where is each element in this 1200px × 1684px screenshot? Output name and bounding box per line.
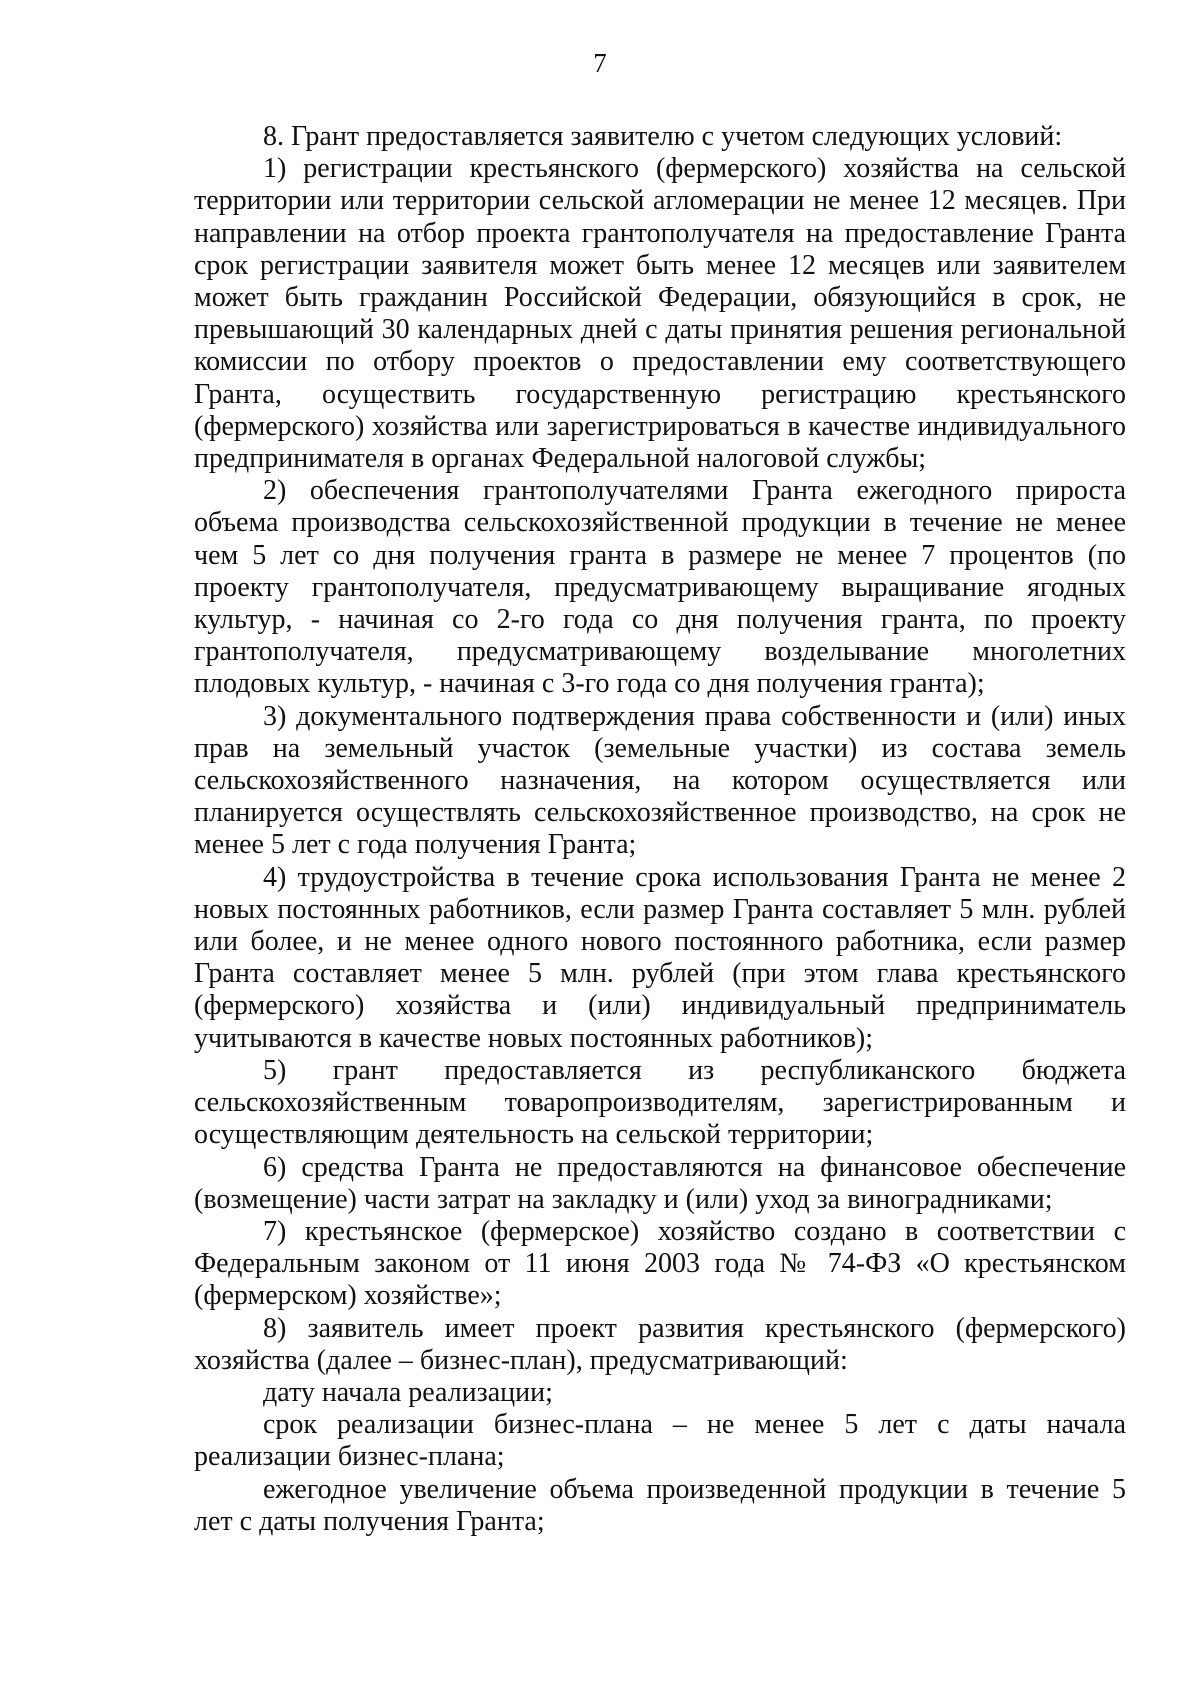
paragraph-item-2: 2) обеспечения грантополучателями Гранта ежегодного прироста объема производства сельскохозяйственной продукции в течение не менее чем 5 лет со дня получения гранта в размере не менее 7 процентов (по проекту грантополучателя, предусматривающему выращивание ягодных культур, - начиная со 2-го года со дня получения гранта, по проекту грантополучателя, предусматривающему возделывание многолетних плодовых культур, - начиная с 3-го года со дня получения гранта); (194, 475, 1126, 700)
document-body (194, 121, 1126, 1538)
page-number: 7 (593, 48, 607, 78)
paragraph-subitem-term: срок реализации бизнес-плана – не менее 5 лет с даты начала реализации бизнес-плана; (194, 1409, 1126, 1473)
paragraph-subitem-start-date: дату начала реализации; (263, 1376, 553, 1408)
paragraph-8: 8. Грант предоставляется заявителю с учетом следующих условий: (263, 121, 1063, 152)
paragraph-item-5: 5) грант предоставляется из республиканского бюджета сельскохозяйственным товаропроизводителям, зарегистрированным и осуществляющим деятельность на сельской территории; (194, 1054, 1126, 1151)
paragraph-item-3: 3) документального подтверждения права собственности и (или) иных прав на земельный участок (земельные участки) из состава земель сельскохозяйственного назначения, на котором осуществляется или планируется осуществлять сельскохозяйственное производство, на срок не менее 5 лет с года получения Гранта; (194, 700, 1126, 861)
paragraph-item-1: 1) регистрации крестьянского (фермерского) хозяйства на сельской территории или территории сельской агломерации не менее 12 месяцев. При направлении на отбор проекта грантополучателя на предоставление Гранта срок регистрации заявителя может быть менее 12 месяцев или заявителем может быть гражданин Российской Федерации, обязующийся в срок, не превышающий 30 календарных дней с даты принятия решения региональной комиссии по отбору проектов о предоставлении ему соответствующего Гранта, осуществить государственную регистрацию крестьянского (фермерского) хозяйства или зарегистрироваться в качестве индивидуального предпринимателя в органах Федеральной налоговой службы; (194, 153, 1126, 475)
paragraph-item-4: 4) трудоустройства в течение срока использования Гранта не менее 2 новых постоянных работников, если размер Гранта составляет 5 млн. рублей или более, и не менее одного нового постоянного работника, если размер Гранта составляет менее 5 млн. рублей (при этом глава крестьянского (фермерского) хозяйства и (или) индивидуальный предприниматель учитываются в качестве новых постоянных работников); (194, 861, 1126, 1054)
paragraph-item-8: 8) заявитель имеет проект развития крестьянского (фермерского) хозяйства (далее – бизнес-план), предусматривающий: (194, 1312, 1126, 1376)
paragraph-subitem-growth: ежегодное увеличение объема произведенной продукции в течение 5 лет с даты получения Гранта; (194, 1473, 1126, 1537)
paragraph-item-7: 7) крестьянское (фермерское) хозяйство создано в соответствии с Федеральным законом от 11 июня 2003 года № 74-ФЗ «О крестьянском (фермерском) хозяйстве»; (194, 1215, 1126, 1312)
paragraph-item-6: 6) средства Гранта не предоставляются на финансовое обеспечение (возмещение) части затрат на закладку и (или) уход за виноградниками; (194, 1151, 1126, 1215)
